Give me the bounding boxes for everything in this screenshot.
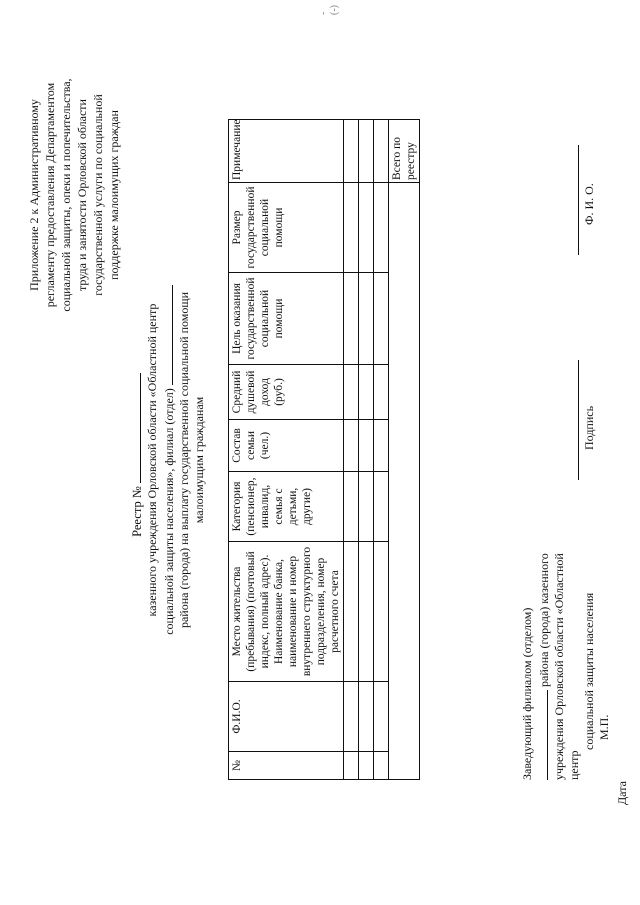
table-cell — [344, 183, 359, 273]
sig-head-line-1: Заведующий филиалом (отделом) — [520, 607, 534, 780]
table-cell — [359, 273, 374, 365]
table-cell — [374, 542, 389, 682]
appendix-line: государственной услуги по социальной — [91, 94, 105, 296]
table-cell — [359, 752, 374, 780]
col-header-income: Средний душевой доход (руб.) — [229, 365, 344, 420]
table-cell — [374, 752, 389, 780]
signature-label: Подпись — [582, 405, 596, 450]
appendix-header — [26, 10, 122, 380]
registry-number-blank — [128, 373, 141, 483]
table-row — [359, 120, 374, 780]
table-cell — [374, 420, 389, 472]
col-header-number: № — [229, 752, 344, 780]
table-cell — [359, 420, 374, 472]
table-cell — [344, 752, 359, 780]
table-row — [374, 120, 389, 780]
registry-title-text: Реестр № — [130, 486, 144, 537]
table-header-row — [229, 120, 344, 780]
appendix-line: социальной защиты, опеки и попечительства, — [59, 78, 73, 312]
registry-table — [228, 119, 420, 780]
registry-line-3: района (города) на выплату государственной социальной помощи — [177, 291, 191, 629]
sig-head-line-3: учреждения Орловской области «Областной центр — [552, 553, 581, 780]
appendix-line: регламенту предоставления Департаментом — [43, 82, 57, 308]
col-header-purpose: Цель оказания государственной социальной помощи — [229, 273, 344, 365]
appendix-line: Приложение 2 к Административному — [27, 99, 41, 291]
signature-head — [520, 550, 612, 780]
table-cell — [374, 472, 389, 542]
col-header-note: Примечание — [229, 120, 344, 183]
table-cell — [344, 420, 359, 472]
table-cell — [359, 183, 374, 273]
sig-head-line-2: района (города) казенного — [537, 553, 551, 687]
table-cell — [344, 542, 359, 682]
table-row — [344, 120, 359, 780]
table-cell — [359, 472, 374, 542]
table-cell — [344, 273, 359, 365]
table-cell — [344, 472, 359, 542]
table-total-label: Всего по реестру — [389, 120, 420, 183]
table-cell — [374, 183, 389, 273]
appendix-line: поддержке малоимущих граждан — [107, 110, 121, 280]
stamp-label: М.П. — [597, 714, 611, 740]
fio-label: Ф. И. О. — [582, 183, 596, 225]
registry-title — [128, 305, 145, 605]
registry-line-4: малоимущим гражданам — [192, 396, 206, 524]
signature-line — [578, 360, 579, 480]
sig-head-line-2-wrap — [535, 550, 552, 780]
table-cell — [374, 120, 389, 183]
table-cell — [359, 682, 374, 752]
registry-subtitle — [145, 270, 207, 650]
page-marker: - (-) — [318, 5, 340, 15]
date-label: Дата — [615, 781, 629, 805]
table-cell — [374, 273, 389, 365]
col-header-category: Категория (пенсионер, инвалид, семья с детьми, другие) — [229, 472, 344, 542]
appendix-line: труда и занятости Орловской области — [75, 99, 89, 291]
table-cell — [359, 120, 374, 183]
registry-line-2: социальной защиты населения», филиал (отдел) — [162, 388, 176, 635]
table-total-empty — [389, 183, 420, 780]
fio-line — [578, 145, 579, 255]
col-header-family: Состав семьи (чел.) — [229, 420, 344, 472]
table-cell — [374, 682, 389, 752]
table-cell — [344, 120, 359, 183]
table-cell — [359, 542, 374, 682]
col-header-fio: Ф.И.О. — [229, 682, 344, 752]
registry-line-1: казенного учреждения Орловской области «Областной центр — [145, 303, 159, 617]
district-blank — [535, 690, 548, 780]
col-header-address: Место жительства (пребывания) (почтовый индекс, полный адрес). Наименование банка, наименование и номер внутреннего структурного подразделения, номер расчетного счета — [229, 542, 344, 682]
table-cell — [344, 682, 359, 752]
table-cell — [344, 365, 359, 420]
sig-head-line-4: социальной защиты населения — [582, 592, 596, 750]
table-cell — [374, 365, 389, 420]
signature-block — [520, 0, 640, 810]
col-header-amount: Размер государственной социальной помощи — [229, 183, 344, 273]
registry-line-2-wrap — [160, 270, 177, 650]
branch-blank — [160, 285, 173, 385]
table-total-row — [389, 120, 420, 780]
table-cell — [359, 365, 374, 420]
